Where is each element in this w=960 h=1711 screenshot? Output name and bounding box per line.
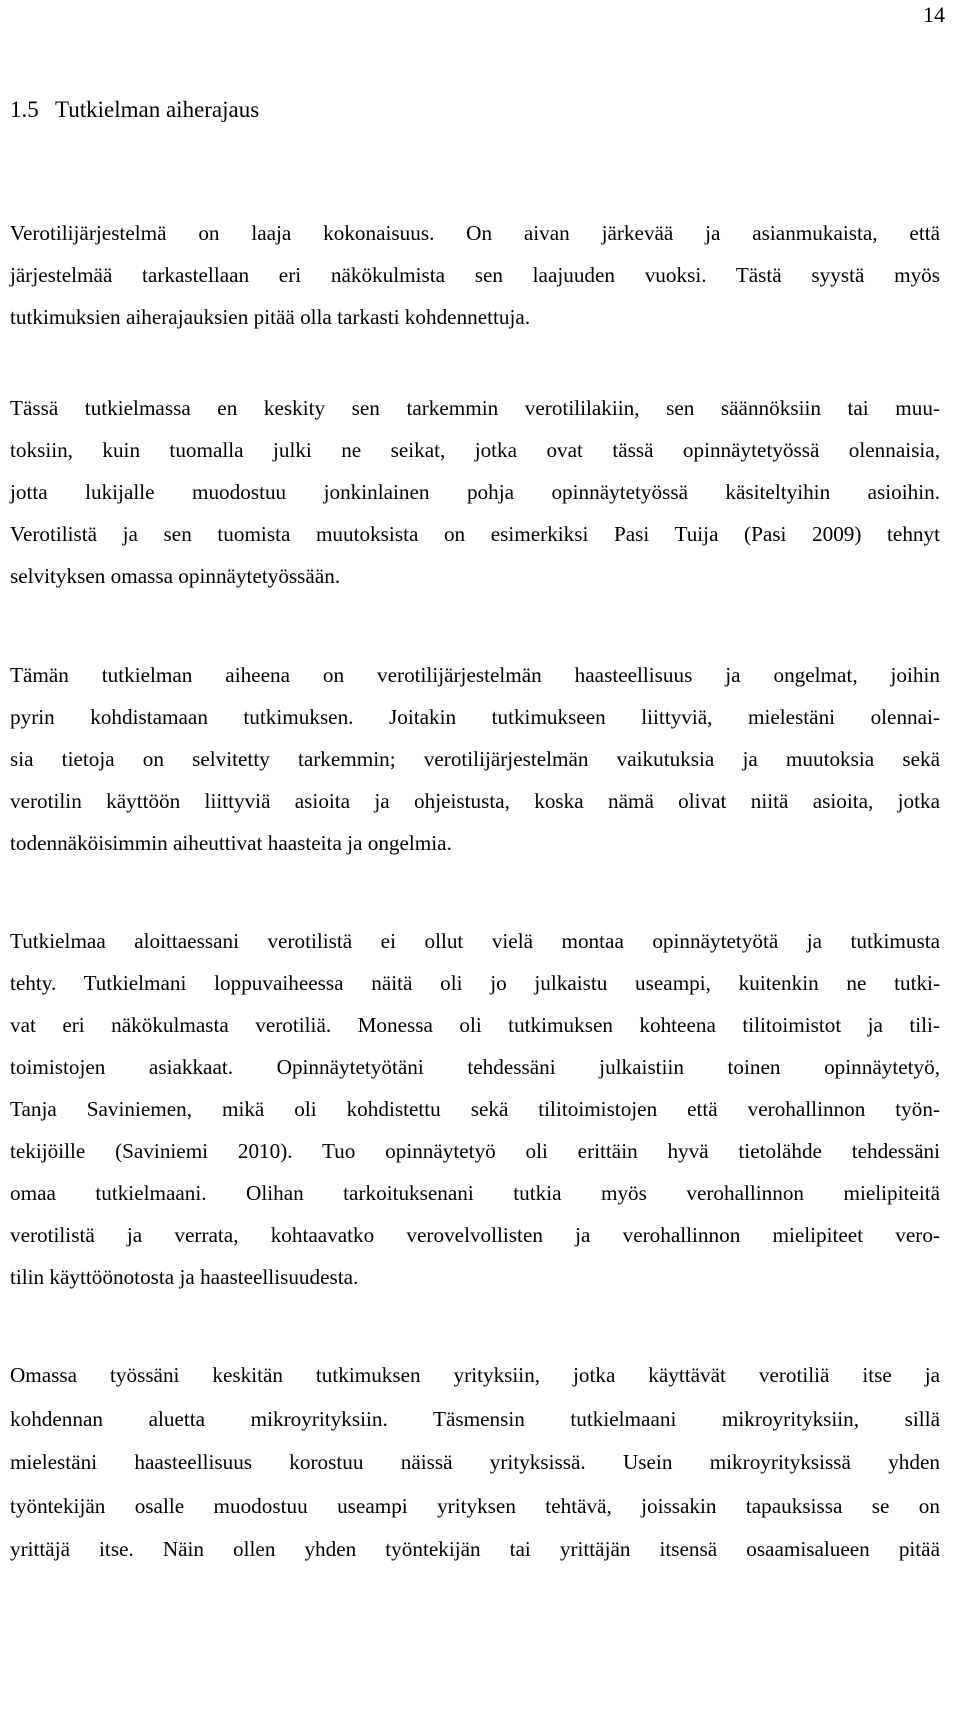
paragraph-4 bbox=[10, 920, 940, 1298]
section-number: 1.5 bbox=[10, 97, 39, 122]
text-line: jotta lukijalle muodostuu jonkinlainen pohja opinnäytetyössä käsiteltyihin asioihin. bbox=[10, 480, 940, 504]
text-line: mielestäni haasteellisuus korostuu näissä yrityksissä. Usein mikroyrityksissä yhden bbox=[10, 1450, 940, 1474]
text-line: kohdennan aluetta mikroyrityksiin. Täsmensin tutkielmaani mikroyrityksiin, sillä bbox=[10, 1406, 940, 1431]
text-line: tehty. Tutkielmani loppuvaiheessa näitä oli jo julkaistu useampi, kuitenkin ne tutki- bbox=[10, 971, 940, 995]
text-line: vat eri näkökulmasta verotiliä. Monessa oli tutkimuksen kohteena tilitoimistot ja tili- bbox=[10, 1013, 940, 1037]
section-heading bbox=[10, 96, 259, 124]
paragraph-3 bbox=[10, 654, 940, 864]
section-title: Tutkielman aiherajaus bbox=[55, 97, 260, 122]
text-line: Tutkielmaa aloittaessani verotilistä ei ollut vielä montaa opinnäytetyötä ja tutkimusta bbox=[10, 929, 940, 953]
text-line: Tässä tutkielmassa en keskity sen tarkemmin verotililakiin, sen säännöksiin tai muu- bbox=[10, 396, 940, 420]
text-line: Tanja Saviniemen, mikä oli kohdistettu sekä tilitoimistojen että verohallinnon työn- bbox=[10, 1097, 940, 1121]
text-line: omaa tutkielmaani. Olihan tarkoituksenani tutkia myös verohallinnon mielipiteitä bbox=[10, 1181, 940, 1205]
text-line: yrittäjä itse. Näin ollen yhden työntekijän tai yrittäjän itsensä osaamisalueen pitää bbox=[10, 1537, 940, 1561]
text-line: todennäköisimmin aiheuttivat haasteita ja ongelmia. bbox=[10, 831, 452, 855]
text-line: Tämän tutkielman aiheena on verotilijärjestelmän haasteellisuus ja ongelmat, joihin bbox=[10, 663, 940, 687]
text-line: verotilistä ja verrata, kohtaavatko verovelvollisten ja verohallinnon mielipiteet vero- bbox=[10, 1223, 940, 1247]
paragraph-1 bbox=[10, 212, 940, 338]
text-line: toimistojen asiakkaat. Opinnäytetyötäni tehdessäni julkaistiin toinen opinnäytetyö, bbox=[10, 1055, 940, 1079]
text-line: työntekijän osalle muodostuu useampi yrityksen tehtävä, joissakin tapauksissa se on bbox=[10, 1493, 940, 1518]
text-line: toksiin, kuin tuomalla julki ne seikat, jotka ovat tässä opinnäytetyössä olennaisia, bbox=[10, 438, 940, 462]
text-line: tekijöille (Saviniemi 2010). Tuo opinnäytetyö oli erittäin hyvä tietolähde tehdessäni bbox=[10, 1139, 940, 1163]
text-line: Verotilistä ja sen tuomista muutoksista on esimerkiksi Pasi Tuija (Pasi 2009) tehnyt bbox=[10, 522, 940, 546]
text-line: Omassa työssäni keskitän tutkimuksen yrityksiin, jotka käyttävät verotiliä itse ja bbox=[10, 1363, 940, 1387]
text-line: verotilin käyttöön liittyviä asioita ja ohjeistusta, koska nämä olivat niitä asioita, jotka bbox=[10, 789, 940, 813]
text-line: sia tietoja on selvitetty tarkemmin; verotilijärjestelmän vaikutuksia ja muutoksia sekä bbox=[10, 747, 940, 771]
paragraph-5 bbox=[10, 1354, 940, 1572]
paragraph-2 bbox=[10, 387, 940, 597]
text-line: selvityksen omassa opinnäytetyössään. bbox=[10, 564, 341, 588]
text-line: tilin käyttöönotosta ja haasteellisuudesta. bbox=[10, 1265, 359, 1289]
text-line: tutkimuksien aiherajauksien pitää olla tarkasti kohdennettuja. bbox=[10, 305, 531, 329]
text-line: Verotilijärjestelmä on laaja kokonaisuus. On aivan järkevää ja asianmukaista, että bbox=[10, 221, 940, 245]
text-line: pyrin kohdistamaan tutkimuksen. Joitakin tutkimukseen liittyviä, mielestäni olennai- bbox=[10, 705, 940, 729]
text-line: järjestelmää tarkastellaan eri näkökulmista sen laajuuden vuoksi. Tästä syystä myös bbox=[10, 263, 940, 287]
page-number: 14 bbox=[923, 2, 945, 27]
